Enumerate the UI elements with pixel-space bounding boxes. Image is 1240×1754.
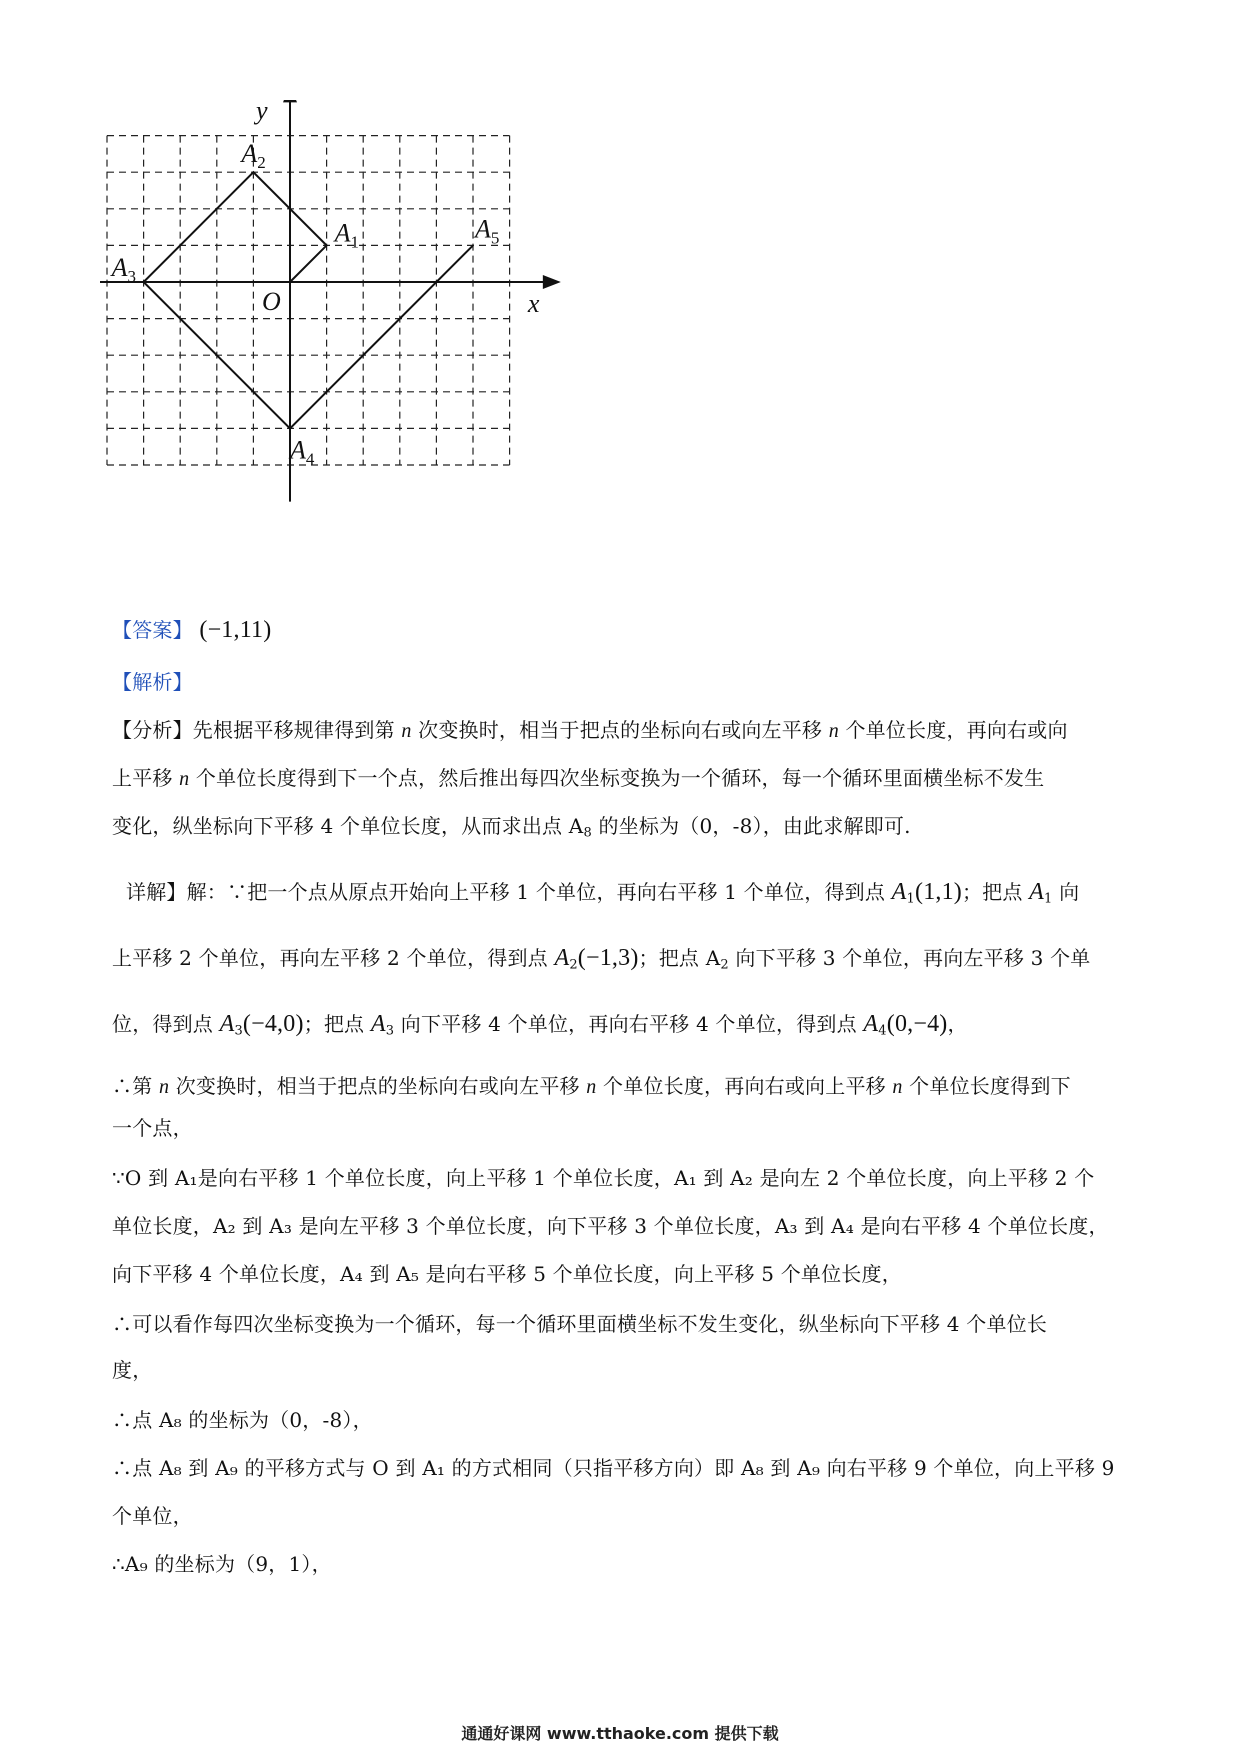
text-line-1 (112, 1072, 1071, 1101)
var-n: n (586, 1076, 597, 1098)
x-axis-label: x (527, 289, 540, 318)
fenxi-line-3 (112, 812, 911, 840)
point-label-subscript: 2 (257, 153, 266, 173)
text-seg: 个单位长度，再向右或向 (838, 718, 1068, 742)
detail-line-1 (126, 878, 1079, 906)
var-n: n (892, 1076, 903, 1098)
y-axis-arrow (283, 100, 297, 102)
coord: (−1,3) (577, 945, 639, 971)
text-seg: 次变换时，相当于把点的坐标向右或向左平移 (169, 1074, 587, 1098)
point-A: A (1029, 879, 1045, 905)
point-labels (110, 100, 540, 468)
var-n: n (158, 1076, 170, 1098)
text-line-5: 向下平移 4 个单位长度，A₄ 到 A₅ 是向右平移 5 个单位长度，向上平移 5 个单位长度， (112, 1262, 902, 1286)
point-label-a1: $A_1$ (334, 218, 359, 252)
text-seg: 上平移 (112, 766, 180, 790)
text-line-7: 度， (112, 1358, 153, 1382)
point-label-subscript: 4 (305, 449, 315, 469)
var-n: n (401, 720, 412, 742)
origin-label: O (262, 287, 281, 316)
subscript: 2 (569, 957, 578, 973)
text-seg: ， (947, 1012, 968, 1036)
detail-line-2 (112, 944, 1090, 972)
text-seg: ；把点 (961, 880, 1030, 904)
text-line-11: ∴A₉ 的坐标为（9，1）， (112, 1552, 332, 1576)
point-label-subscript: 5 (490, 228, 500, 248)
text-seg: 的坐标为（0，-8），由此求解即可. (591, 814, 911, 838)
var-n: n (179, 768, 190, 790)
text-line-10: 个单位， (112, 1504, 193, 1528)
text-seg: 向下平移 3 个单位，再向左平移 3 个单 (728, 946, 1091, 970)
subscript: 3 (234, 1023, 243, 1039)
text-line-9: ∴点 A₈ 到 A₉ 的平移方式与 O 到 A₁ 的方式相同（只指平移方向）即 A₈ 到 A₉ 向右平移 9 个单位，向上平移 9 (112, 1456, 1115, 1480)
point-label-a2: $A_2$ (241, 139, 266, 173)
point-label-a3: $A_3$ (111, 253, 136, 286)
analysis-label: 【解析】 (112, 670, 193, 694)
text-seg: 详解】解：∵把一个点从原点开始向上平移 1 个单位，再向右平移 1 个单位，得到点 (126, 880, 892, 904)
text-seg: 个单位长度得到下一个点，然后推出每四次坐标变换为一个循环，每一个循环里面横坐标不发生 (189, 766, 1045, 790)
text-seg: 向下平移 4 个单位，再向右平移 4 个单位，得到点 (394, 1012, 864, 1036)
text-line-4: 单位长度，A₂ 到 A₃ 是向左平移 3 个单位长度，向下平移 3 个单位长度，A₃ 到 A₄ 是向右平移 4 个单位长度， (112, 1214, 1109, 1238)
text-seg: 向 (1052, 880, 1080, 904)
text-seg: ；把点 (303, 1012, 371, 1036)
footer-source: 通通好课网 www.tthaoke.com 提供下载 (461, 1724, 779, 1743)
subscript: 2 (720, 957, 729, 973)
fenxi-line-1 (112, 716, 1068, 745)
text-seg: 个单位长度，再向右或向上平移 (596, 1074, 893, 1098)
point-A: A (370, 1011, 386, 1037)
text-line-8: ∴点 A₈ 的坐标为（0，-8）， (112, 1408, 373, 1432)
text-seg: 次变换时，相当于把点的坐标向右或向左平移 (411, 718, 829, 742)
axes (100, 100, 561, 502)
text-seg: 上平移 2 个单位，再向左平移 2 个单位，得到点 (112, 946, 555, 970)
answer-label: 【答案】 (112, 618, 193, 642)
dashed-grid (107, 136, 510, 465)
text-seg: 个单位长度得到下 (902, 1074, 1071, 1098)
point-A: A (554, 945, 570, 971)
text-seg: 【分析】先根据平移规律得到第 (112, 718, 402, 742)
coord: (1,1) (915, 879, 962, 905)
point-label-a4: $A_4$ (290, 435, 315, 469)
point-A: A (891, 879, 907, 905)
subscript: 1 (1044, 891, 1053, 907)
point-A: A (219, 1011, 235, 1037)
spiral-polyline (144, 172, 473, 428)
point-A: A (863, 1011, 879, 1037)
answer-value: (−1,11) (199, 617, 272, 643)
text-seg: ∴第 (112, 1074, 159, 1098)
y-axis-label: y (256, 100, 268, 126)
subscript: 4 (878, 1023, 887, 1039)
coord: (0,−4) (886, 1011, 948, 1037)
text-line-3: ∵O 到 A₁是向右平移 1 个单位长度，向上平移 1 个单位长度，A₁ 到 A₂ 是向左 2 个单位长度，向上平移 2 个 (112, 1166, 1095, 1190)
x-axis-arrow (543, 275, 561, 289)
text-seg: 变化，纵坐标向下平移 4 个单位长度，从而求出点 A (112, 814, 584, 838)
text-seg: 位，得到点 (112, 1012, 220, 1036)
text-line-2: 一个点， (112, 1116, 193, 1140)
var-n: n (828, 720, 839, 742)
point-label-subscript: 1 (350, 232, 359, 252)
coordinate-figure (100, 100, 620, 540)
text-seg: ；把点 A (638, 946, 721, 970)
subscript: 3 (385, 1023, 395, 1039)
subscript: 1 (906, 891, 915, 907)
answer-line (112, 616, 271, 644)
point-label-subscript: 3 (127, 267, 136, 286)
text-line-6: ∴可以看作每四次坐标变换为一个循环，每一个循环里面横坐标不发生变化，纵坐标向下平移 4 个单位长 (112, 1312, 1048, 1336)
spiral-path (144, 172, 473, 428)
fenxi-line-2 (112, 764, 1044, 793)
point-label-a5: $A_5$ (475, 214, 500, 248)
coord: (−4,0) (242, 1011, 304, 1037)
subscript: 8 (583, 825, 592, 841)
detail-line-3 (112, 1010, 968, 1038)
